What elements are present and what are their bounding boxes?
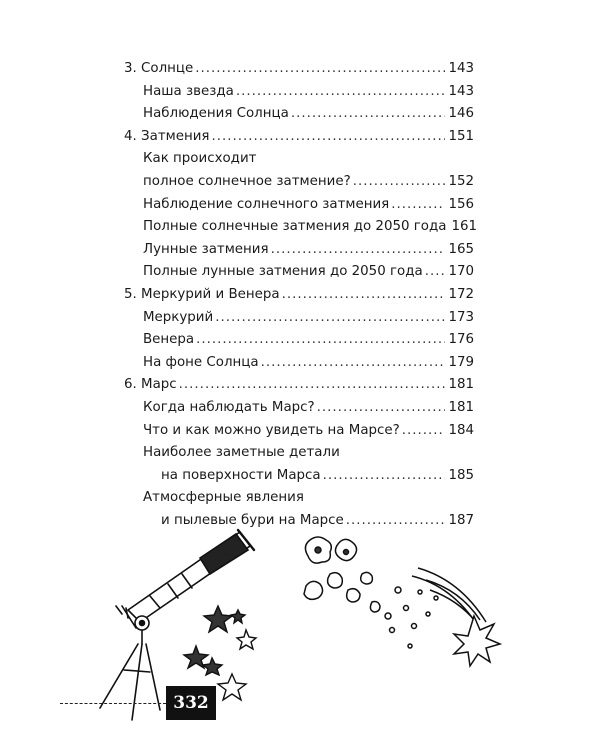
- toc-entry: [124, 103, 474, 126]
- toc-entry-title: и пылевые бури на Марсе: [161, 512, 344, 528]
- toc-dot-leader: [236, 81, 446, 104]
- toc-entry: [124, 329, 474, 352]
- toc-entry-page: 172: [448, 286, 474, 302]
- toc-entry: [124, 465, 474, 488]
- toc-dot-leader: [215, 307, 445, 330]
- toc-entry-page: 181: [448, 399, 474, 415]
- toc-dot-leader: [261, 352, 446, 375]
- toc-entry-page: 143: [448, 61, 474, 76]
- toc-entry: [124, 216, 478, 239]
- toc-entry-title: Наша звезда: [143, 83, 234, 99]
- toc-dot-leader: [211, 126, 445, 149]
- toc-entry-page: 165: [448, 241, 474, 257]
- toc-entry: [124, 307, 474, 330]
- toc-entry-title: Что и как можно увидеть на Марсе?: [143, 422, 400, 438]
- toc-entry: [124, 81, 474, 104]
- toc-entry-page: 176: [448, 332, 474, 348]
- toc-entry-title: Наиболее заметные детали: [143, 445, 340, 461]
- toc-entry-page: 170: [448, 264, 474, 280]
- toc-entry-page: 179: [448, 354, 474, 370]
- toc-entry-page: 161: [451, 219, 478, 235]
- toc-dot-leader: [353, 171, 446, 194]
- toc-entry-page: 187: [448, 512, 474, 528]
- toc-dot-leader: [196, 329, 445, 352]
- toc-entry-title: На фоне Солнца: [143, 354, 259, 370]
- toc-entry-title: Полные солнечные затмения до 2050 года: [143, 219, 447, 235]
- toc-entry-title: Наблюдения Солнца: [143, 106, 289, 122]
- toc-dot-leader: [425, 261, 446, 284]
- toc-entry-page: 156: [448, 196, 474, 212]
- toc-dot-leader: [195, 58, 445, 81]
- toc-entry: [124, 442, 474, 465]
- toc-entry-title: 6. Марс: [124, 377, 177, 393]
- toc-entry-page: 143: [448, 83, 474, 99]
- toc-entry-title: Наблюдение солнечного затмения: [143, 196, 390, 212]
- toc-entry-title: 5. Меркурий и Венера: [124, 286, 280, 302]
- toc-entry: [124, 261, 474, 284]
- toc-entry-title: Полные лунные затмения до 2050 года: [143, 264, 423, 280]
- footer-dashed-line: [60, 703, 166, 704]
- toc-entry-title: Как происходит: [143, 151, 257, 167]
- toc-dot-leader: [291, 103, 446, 126]
- toc-entry-title: Лунные затмения: [143, 241, 269, 257]
- toc-entry-title: 3. Солнце: [124, 61, 194, 76]
- toc-entry: [124, 284, 474, 307]
- toc-dot-leader: [271, 239, 446, 262]
- toc-entry-page: 152: [448, 173, 474, 189]
- toc-entry: [124, 58, 474, 81]
- toc-entry: [124, 171, 474, 194]
- toc-entry-title: Атмосферные явления: [143, 490, 304, 506]
- toc-entry: [124, 352, 474, 375]
- meteor-illustration: [304, 537, 500, 666]
- table-of-contents: [124, 58, 478, 532]
- toc-dot-leader: [323, 465, 446, 488]
- toc-dot-leader: [282, 284, 446, 307]
- toc-entry: [124, 194, 474, 217]
- toc-entry: [124, 239, 474, 262]
- toc-entry-title: Венера: [143, 332, 195, 348]
- toc-entry: [124, 126, 474, 149]
- toc-dot-leader: [391, 194, 445, 217]
- toc-dot-leader: [179, 374, 446, 397]
- toc-entry-page: 173: [448, 309, 474, 325]
- toc-entry-title: Когда наблюдать Марс?: [143, 399, 315, 415]
- toc-entry-page: 181: [448, 377, 474, 393]
- illustrations: [0, 510, 600, 750]
- toc-entry-page: 185: [448, 467, 474, 483]
- toc-entry-page: 146: [448, 106, 474, 122]
- toc-entry-title: на поверхности Марса: [161, 467, 321, 483]
- toc-entry-title: Меркурий: [143, 309, 214, 325]
- toc-entry: [124, 148, 474, 171]
- toc-entry: [124, 420, 474, 443]
- toc-entry-page: 151: [448, 128, 474, 144]
- toc-dot-leader: [402, 420, 446, 443]
- page-number: 332: [166, 686, 216, 720]
- toc-dot-leader: [317, 397, 446, 420]
- toc-entry-page: 184: [448, 422, 474, 438]
- toc-entry: [124, 487, 474, 510]
- toc-entry: [124, 397, 474, 420]
- toc-entry-title: 4. Затмения: [124, 128, 210, 144]
- toc-entry: [124, 374, 474, 397]
- toc-entry-title: полное солнечное затмение?: [143, 173, 351, 189]
